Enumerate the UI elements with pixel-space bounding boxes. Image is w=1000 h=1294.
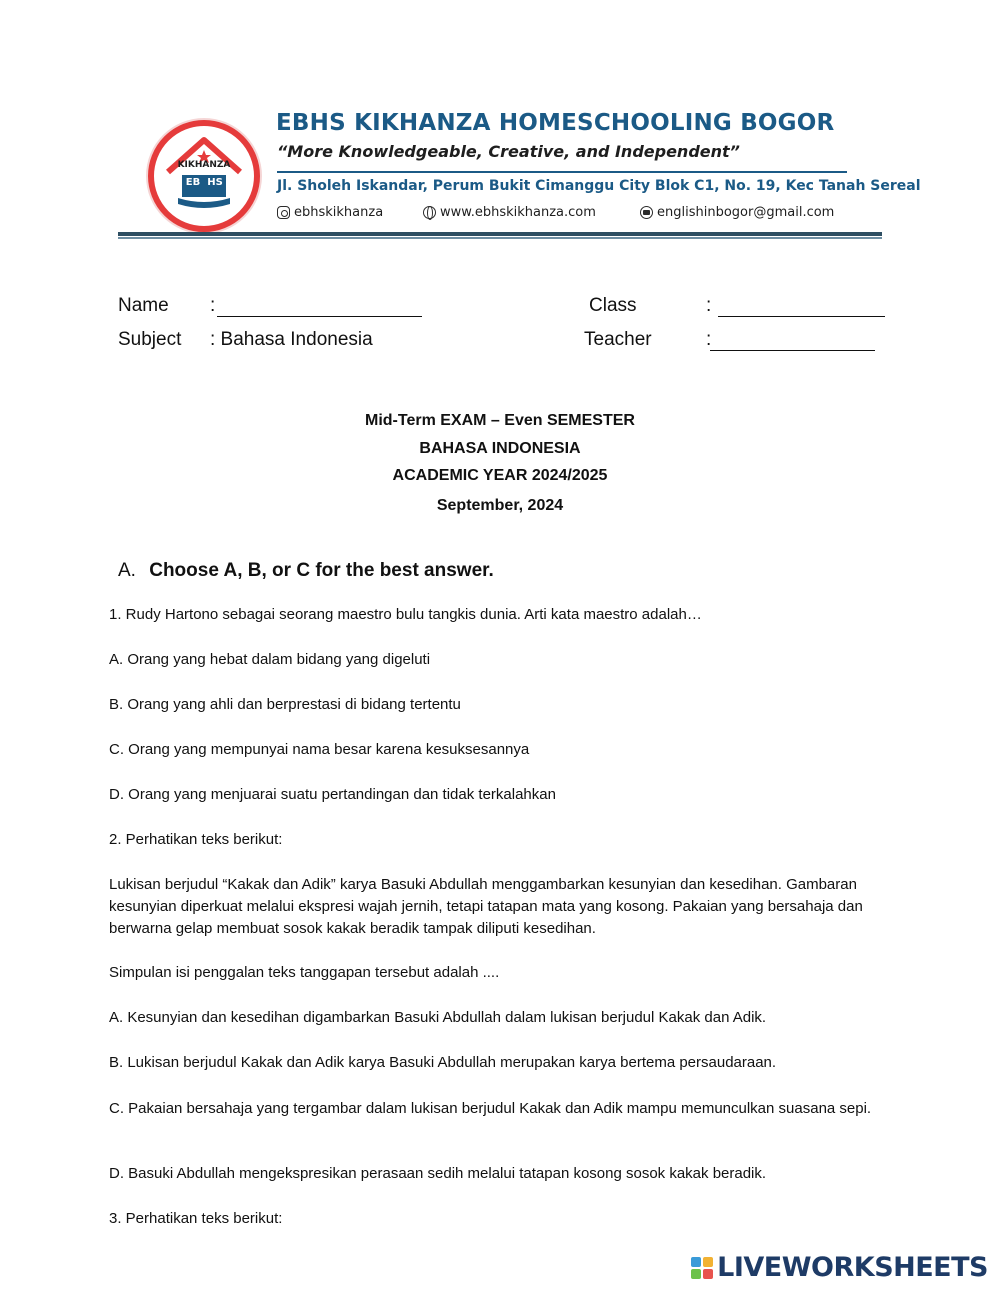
logo-text-top: KIKHANZA [177,160,231,170]
email-contact [640,205,834,220]
question-2-passage: Lukisan berjudul “Kakak dan Adik” karya Basuki Abdullah menggambarkan kesunyian dan kesedihan. Gambaran kesunyian diperkuat melalui ekspresi wajah jernih, tetapi tatapan mata yang kosong. Pakaian yang bersahaja dan berwarna gelap membuat sosok kakak beradik tampak diliputi kesedihan. [109,876,863,937]
school-logo [148,120,260,232]
instagram-contact [277,205,383,220]
subject-value: : Bahasa Indonesia [210,329,373,350]
teacher-field[interactable] [710,350,875,351]
instagram-icon [277,206,290,219]
class-field[interactable] [718,316,885,317]
academic-year: ACADEMIC YEAR 2024/2025 [392,467,608,484]
q2-option-c[interactable]: C. Pakaian bersahaja yang tergambar dalam lukisan berjudul Kakak dan Adik mampu memunculkan suasana sepi. [109,1100,872,1117]
liveworksheets-watermark [691,1252,988,1283]
teacher-label: Teacher [584,329,652,350]
section-instruction: Choose A, B, or C for the best answer. [149,560,494,581]
name-colon: : [210,295,216,316]
q1-option-a[interactable]: A. Orang yang hebat dalam bidang yang digeluti [109,651,431,668]
email-icon [640,206,653,219]
banner-bottom-rule [118,232,882,236]
website-contact [423,205,596,220]
school-motto: “More Knowledgeable, Creative, and Independent” [277,142,740,161]
teacher-colon: : [706,329,712,350]
logo-text-hs: HS [207,177,223,188]
liveworksheets-logo-icon [691,1257,713,1279]
exam-subject: BAHASA INDONESIA [419,440,581,457]
globe-icon [423,206,436,219]
logo-text-eb: EB [185,177,201,188]
name-field[interactable] [217,316,422,317]
q1-option-d[interactable]: D. Orang yang menjuarai suatu pertandingan dan tidak terkalahkan [109,786,556,803]
liveworksheets-text: LIVEWORKSHEETS [717,1252,988,1283]
school-name: EBHS KIKHANZA HOMESCHOOLING BOGOR [276,110,835,136]
exam-title: Mid-Term EXAM – Even SEMESTER [365,412,635,429]
website-url: www.ebhskikhanza.com [440,205,596,220]
name-label: Name [118,295,169,316]
school-address: Jl. Sholeh Iskandar, Perum Bukit Cimanggu City Blok C1, No. 19, Kec Tanah Sereal [277,178,921,194]
header-divider [277,171,847,173]
question-1: 1. Rudy Hartono sebagai seorang maestro bulu tangkis dunia. Arti kata maestro adalah… [109,606,702,623]
q2-option-b[interactable]: B. Lukisan berjudul Kakak dan Adik karya Basuki Abdullah merupakan karya bertema persaudaraan. [109,1054,777,1071]
email-address: englishinbogor@gmail.com [657,205,835,220]
q1-option-b[interactable]: B. Orang yang ahli dan berprestasi di bidang tertentu [109,696,461,713]
banner-bottom-rule-light [118,237,882,239]
question-2-intro: 2. Perhatikan teks berikut: [109,831,283,848]
q2-option-a[interactable]: A. Kesunyian dan kesedihan digambarkan Basuki Abdullah dalam lukisan berjudul Kakak dan Adik. [109,1009,767,1026]
q1-option-c[interactable]: C. Orang yang mempunyai nama besar karena kesuksesannya [109,741,530,758]
question-2-prompt: Simpulan isi penggalan teks tanggapan tersebut adalah .... [109,964,500,981]
question-3-intro: 3. Perhatikan teks berikut: [109,1210,283,1227]
class-label: Class [589,295,637,316]
subject-label: Subject [118,329,182,350]
instagram-handle: ebhskikhanza [294,205,384,220]
exam-date: September, 2024 [436,497,564,514]
section-a-heading [118,560,494,582]
class-colon: : [706,295,712,316]
q2-option-d[interactable]: D. Basuki Abdullah mengekspresikan perasaan sedih melalui tatapan kosong sosok kakak beradik. [109,1165,767,1182]
section-letter: A. [118,560,136,581]
